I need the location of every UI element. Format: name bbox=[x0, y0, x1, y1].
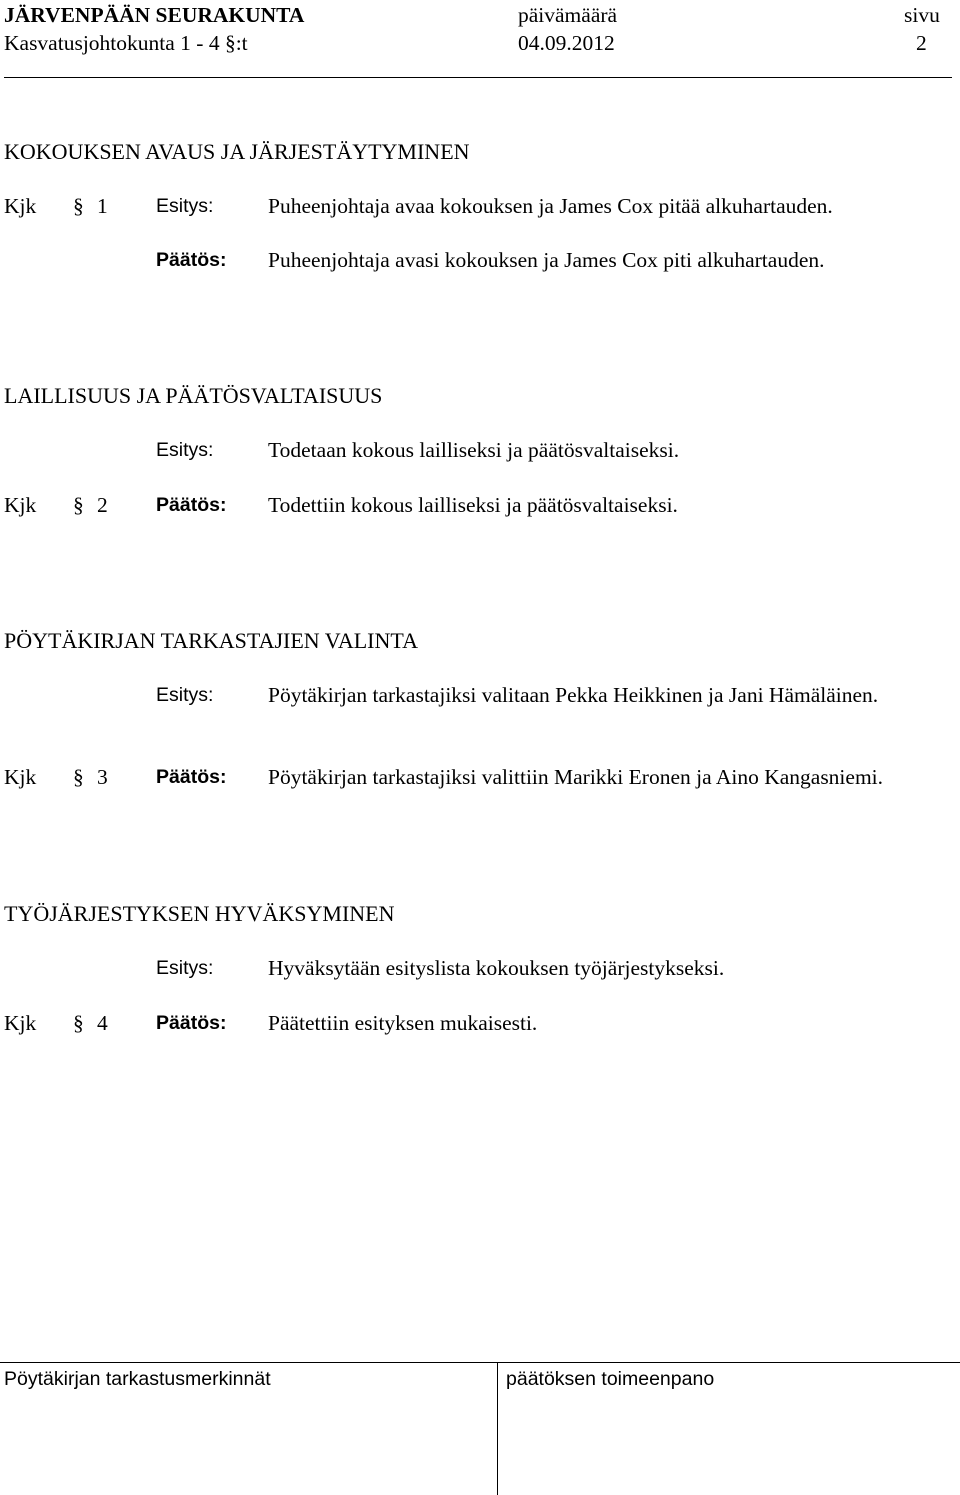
footer-divider bbox=[497, 1362, 498, 1495]
decision-text: Puheenjohtaja avasi kokouksen ja James Cox piti alkuhartauden. bbox=[268, 248, 825, 272]
decision-text: Todettiin kokous lailliseksi ja päätösvaltaiseksi. bbox=[268, 493, 678, 517]
page-label: sivu bbox=[904, 3, 940, 27]
meeting-date: 04.09.2012 bbox=[518, 31, 615, 55]
proposal-text: Todetaan kokous lailliseksi ja päätösvaltaiseksi. bbox=[268, 438, 680, 462]
committee-name: Kasvatusjohtokunta 1 - 4 §:t bbox=[4, 31, 248, 55]
decision-label: Päätös: bbox=[156, 766, 227, 788]
proposal-label: Esitys: bbox=[156, 195, 214, 217]
section-number: 3 bbox=[97, 765, 108, 789]
decision-label: Päätös: bbox=[156, 1012, 227, 1034]
footer-rule bbox=[0, 1362, 960, 1363]
kjk-label: Kjk bbox=[4, 765, 37, 789]
section-title: KOKOUKSEN AVAUS JA JÄRJESTÄYTYMINEN bbox=[4, 139, 470, 164]
decision-label: Päätös: bbox=[156, 494, 227, 516]
kjk-label: Kjk bbox=[4, 194, 37, 218]
section-number: 4 bbox=[97, 1011, 108, 1035]
section-number: 2 bbox=[97, 493, 108, 517]
decision-text: Päätettiin esityksen mukaisesti. bbox=[268, 1011, 538, 1035]
proposal-text: Pöytäkirjan tarkastajiksi valitaan Pekka Heikkinen ja Jani Hämäläinen. bbox=[268, 683, 879, 707]
section-mark: § bbox=[73, 1011, 84, 1035]
proposal-text: Puheenjohtaja avaa kokouksen ja James Cox pitää alkuhartauden. bbox=[268, 194, 833, 218]
decision-text: Pöytäkirjan tarkastajiksi valittiin Marikki Eronen ja Aino Kangasniemi. bbox=[268, 765, 884, 789]
footer-execution-label: päätöksen toimeenpano bbox=[506, 1368, 715, 1390]
date-label: päivämäärä bbox=[518, 3, 618, 27]
decision-label: Päätös: bbox=[156, 249, 227, 271]
section-title: PÖYTÄKIRJAN TARKASTAJIEN VALINTA bbox=[4, 628, 418, 653]
footer-check-label: Pöytäkirjan tarkastusmerkinnät bbox=[4, 1368, 271, 1390]
page-number: 2 bbox=[916, 31, 927, 55]
section-mark: § bbox=[73, 194, 84, 218]
section-mark: § bbox=[73, 493, 84, 517]
header-rule bbox=[4, 77, 952, 78]
proposal-label: Esitys: bbox=[156, 439, 214, 461]
section-title: TYÖJÄRJESTYKSEN HYVÄKSYMINEN bbox=[4, 901, 395, 926]
proposal-label: Esitys: bbox=[156, 684, 214, 706]
kjk-label: Kjk bbox=[4, 1011, 37, 1035]
organization-name: JÄRVENPÄÄN SEURAKUNTA bbox=[4, 3, 305, 27]
proposal-label: Esitys: bbox=[156, 957, 214, 979]
section-title: LAILLISUUS JA PÄÄTÖSVALTAISUUS bbox=[4, 383, 383, 408]
section-mark: § bbox=[73, 765, 84, 789]
proposal-text: Hyväksytään esityslista kokouksen työjärjestykseksi. bbox=[268, 956, 725, 980]
section-number: 1 bbox=[97, 194, 108, 218]
kjk-label: Kjk bbox=[4, 493, 37, 517]
